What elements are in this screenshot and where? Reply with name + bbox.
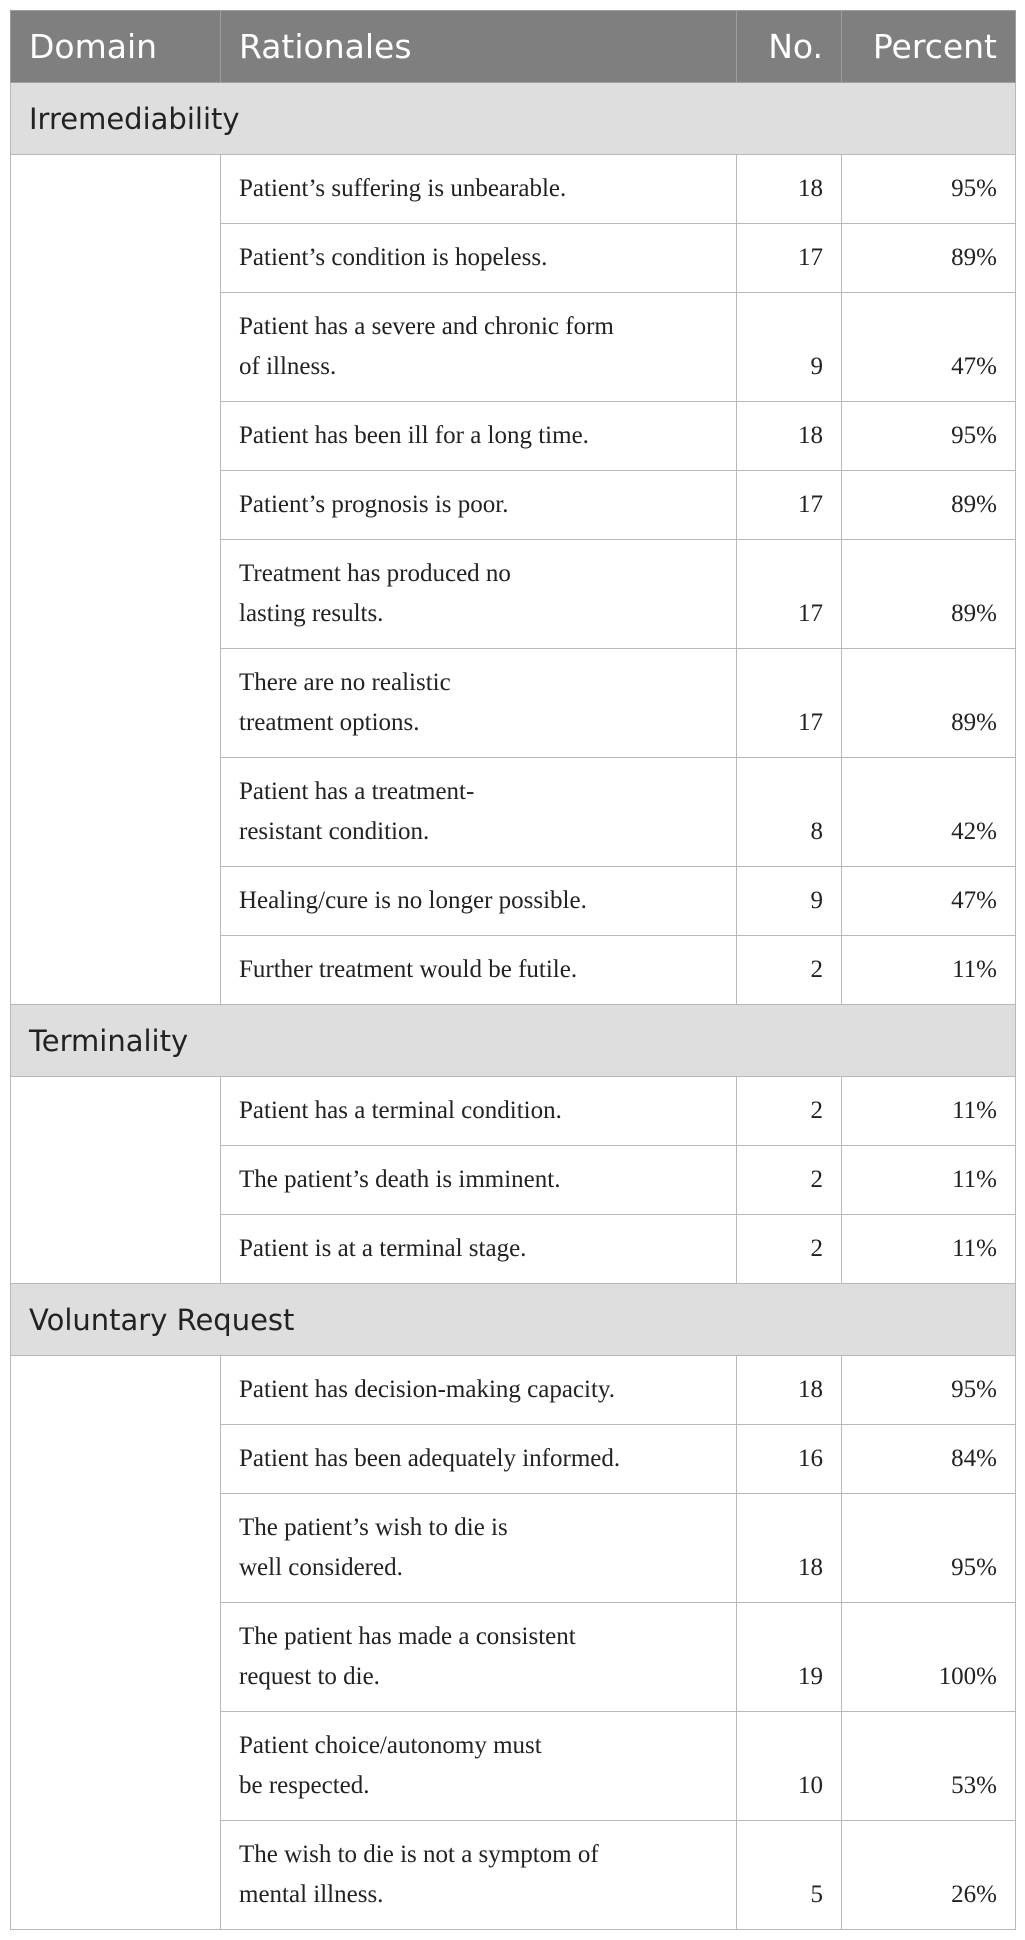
percent-cell: 11% [842, 1146, 1016, 1215]
rationale-cell: Patient has a terminal condition. [221, 1077, 737, 1146]
percent-cell: 11% [842, 1077, 1016, 1146]
count-cell: 2 [737, 1215, 842, 1284]
count-cell: 17 [737, 649, 842, 758]
rationale-cell: Healing/cure is no longer possible. [221, 867, 737, 936]
percent-cell: 89% [842, 471, 1016, 540]
rationale-cell: Treatment has produced no lasting results. [221, 540, 737, 649]
rationale-cell: The wish to die is not a symptom of mental illness. [221, 1821, 737, 1930]
section-title: Terminality [11, 1005, 1016, 1077]
header-rationales: Rationales [221, 11, 737, 83]
domain-cell [11, 1077, 221, 1284]
percent-cell: 47% [842, 293, 1016, 402]
percent-cell: 95% [842, 155, 1016, 224]
header-percent: Percent [842, 11, 1016, 83]
section-title: Irremediability [11, 83, 1016, 155]
table-row [11, 1077, 1016, 1146]
percent-cell: 100% [842, 1603, 1016, 1712]
percent-cell: 95% [842, 402, 1016, 471]
section-row [11, 83, 1016, 155]
rationale-cell: The patient’s wish to die is well considered. [221, 1494, 737, 1603]
count-cell: 16 [737, 1425, 842, 1494]
section-title: Voluntary Request [11, 1284, 1016, 1356]
rationale-cell: The patient’s death is imminent. [221, 1146, 737, 1215]
rationale-cell: Further treatment would be futile. [221, 936, 737, 1005]
percent-cell: 11% [842, 1215, 1016, 1284]
rationale-cell: Patient choice/autonomy must be respected. [221, 1712, 737, 1821]
percent-cell: 95% [842, 1494, 1016, 1603]
count-cell: 2 [737, 936, 842, 1005]
count-cell: 19 [737, 1603, 842, 1712]
count-cell: 18 [737, 1356, 842, 1425]
rationale-cell: Patient has a severe and chronic form of illness. [221, 293, 737, 402]
table-row [11, 1356, 1016, 1425]
rationale-cell: Patient has been ill for a long time. [221, 402, 737, 471]
header-domain: Domain [11, 11, 221, 83]
rationale-cell: There are no realistic treatment options. [221, 649, 737, 758]
rationale-cell: Patient is at a terminal stage. [221, 1215, 737, 1284]
percent-cell: 89% [842, 540, 1016, 649]
rationales-table [10, 10, 1016, 1930]
count-cell: 17 [737, 471, 842, 540]
table-header-row [11, 11, 1016, 83]
section-row [11, 1005, 1016, 1077]
header-no: No. [737, 11, 842, 83]
percent-cell: 53% [842, 1712, 1016, 1821]
rationale-cell: Patient has a treatment- resistant condition. [221, 758, 737, 867]
count-cell: 10 [737, 1712, 842, 1821]
rationale-cell: Patient’s prognosis is poor. [221, 471, 737, 540]
count-cell: 9 [737, 293, 842, 402]
rationale-cell: Patient has decision-making capacity. [221, 1356, 737, 1425]
percent-cell: 42% [842, 758, 1016, 867]
count-cell: 17 [737, 224, 842, 293]
percent-cell: 89% [842, 224, 1016, 293]
rationale-cell: Patient’s condition is hopeless. [221, 224, 737, 293]
count-cell: 18 [737, 402, 842, 471]
count-cell: 2 [737, 1146, 842, 1215]
rationale-cell: Patient has been adequately informed. [221, 1425, 737, 1494]
count-cell: 9 [737, 867, 842, 936]
percent-cell: 84% [842, 1425, 1016, 1494]
rationales-table-container [10, 10, 1015, 1930]
count-cell: 5 [737, 1821, 842, 1930]
table-body [11, 83, 1016, 1930]
percent-cell: 26% [842, 1821, 1016, 1930]
percent-cell: 89% [842, 649, 1016, 758]
percent-cell: 11% [842, 936, 1016, 1005]
section-row [11, 1284, 1016, 1356]
rationale-cell: Patient’s suffering is unbearable. [221, 155, 737, 224]
count-cell: 18 [737, 1494, 842, 1603]
count-cell: 2 [737, 1077, 842, 1146]
percent-cell: 47% [842, 867, 1016, 936]
count-cell: 17 [737, 540, 842, 649]
table-row [11, 155, 1016, 224]
percent-cell: 95% [842, 1356, 1016, 1425]
count-cell: 18 [737, 155, 842, 224]
rationale-cell: The patient has made a consistent request to die. [221, 1603, 737, 1712]
domain-cell [11, 1356, 221, 1930]
count-cell: 8 [737, 758, 842, 867]
domain-cell [11, 155, 221, 1005]
